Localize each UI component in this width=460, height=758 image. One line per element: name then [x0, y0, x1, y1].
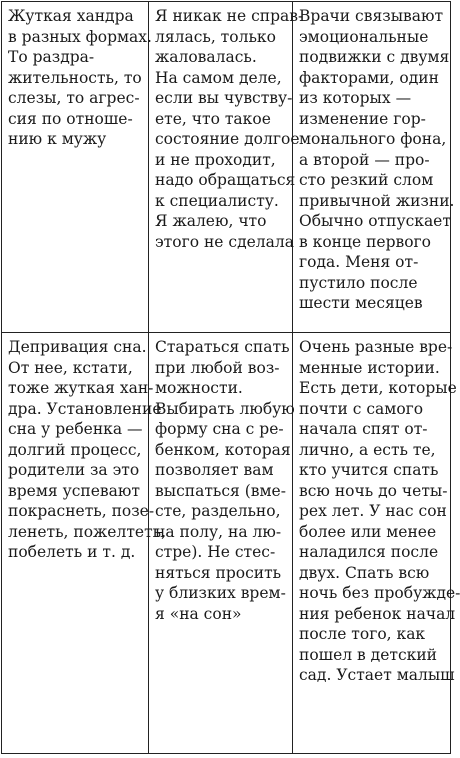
cell-text-line: долгий процесс,: [8, 440, 142, 459]
cell-text-line: на полу, на лю-: [155, 522, 282, 541]
table-row: [2, 333, 451, 754]
cell-text-line: Есть дети, которые: [299, 379, 457, 397]
cell-text-line: привычной жизни.: [299, 191, 455, 210]
cell-text-line: эмоциональные: [299, 27, 429, 46]
cell-text-line: ете, что такое: [155, 109, 271, 128]
cell-text-line: почти с самого: [299, 399, 424, 418]
cell-text-line: позволяет вам: [155, 461, 274, 479]
cell-text-line: Я никак не справ-: [155, 7, 304, 25]
cell-text-line: слезы, то агрес-: [8, 89, 140, 107]
cell-text-line: сна у ребенка —: [8, 420, 143, 438]
cell-text-line: к специалисту.: [155, 191, 279, 210]
cell-text-line: изменение гор-: [299, 109, 426, 128]
cell-text-line: сте, раздельно,: [155, 502, 281, 520]
cell-text-line: года. Меня от-: [299, 253, 419, 271]
cell-text-line: время успевают: [8, 481, 140, 500]
cell-text-line: сто резкий слом: [299, 171, 434, 189]
cell-text-line: На самом деле,: [155, 68, 282, 87]
cell-text-line: Обычно отпускает: [299, 212, 451, 230]
table-cell-problem: [2, 333, 167, 754]
cell-text-line: пошел в детский: [299, 645, 437, 664]
cell-text-line: если вы чувству-: [155, 89, 293, 107]
cell-text-line: жаловалась.: [155, 48, 257, 66]
cell-text-line: покраснеть, позе-: [8, 502, 155, 520]
cell-text-line: Депривация сна.: [8, 338, 147, 356]
cell-text-line: менные истории.: [299, 358, 440, 377]
table-cell-advice: [149, 333, 293, 754]
cell-text-line: бенком, которая: [155, 440, 291, 459]
cell-text-line: няться просить: [155, 563, 282, 582]
cell-text-line: лично, а есть те,: [299, 440, 436, 459]
cell-text-line: ния ребенок начал: [299, 604, 456, 623]
cell-text-line: монального фона,: [299, 130, 447, 148]
cell-text-line: То раздра-: [8, 48, 95, 66]
cell-text-line: в конце первого: [299, 232, 432, 251]
cell-text-line: у близких врем-: [155, 584, 286, 602]
table-row: [2, 2, 451, 333]
table-cell-advice: [149, 2, 304, 333]
cell-text-line: родители за это: [8, 461, 140, 479]
cell-text-line: Врачи связывают: [299, 7, 444, 25]
cell-text-line: в разных формах.: [8, 27, 152, 46]
cell-text-line: начала спят от-: [299, 420, 428, 438]
table-cell-experience: [293, 333, 460, 754]
cell-text-line: после того, как: [299, 625, 426, 643]
table-cell-experience: [293, 2, 455, 333]
cell-text-line: сад. Устает малыш: [299, 666, 455, 684]
cell-text-line: состояние долгое: [155, 130, 300, 148]
cell-text-line: из которых —: [299, 89, 412, 107]
cell-text-line: при любой воз-: [155, 358, 280, 377]
cell-text-line: ночь без пробужде-: [299, 584, 460, 602]
cell-text-line: Выбирать любую: [155, 399, 295, 418]
cell-text-line: всю ночь до четы-: [299, 481, 448, 500]
cell-text-line: побелеть и т. д.: [8, 543, 136, 561]
cell-text-line: тоже жуткая хан-: [8, 379, 154, 397]
cell-text-line: От нее, кстати,: [8, 358, 133, 377]
cell-text-line: Очень разные вре-: [299, 338, 453, 356]
cell-text-line: Стараться спать: [155, 338, 290, 356]
cell-text-line: форму сна с ре-: [155, 420, 284, 438]
cell-text-line: я «на сон»: [155, 604, 242, 623]
cell-text-line: выспаться (вме-: [155, 481, 286, 500]
cell-text-line: двух. Спать всю: [299, 563, 430, 582]
cell-text-line: можности.: [155, 379, 243, 397]
cell-text-line: а второй — про-: [299, 150, 430, 169]
cell-text-line: ленеть, пожелтеть,: [8, 522, 167, 541]
comparison-table: [1, 1, 460, 754]
table-cell-problem: [2, 2, 152, 333]
cell-text-line: дра. Установление: [8, 399, 162, 418]
cell-text-line: факторами, один: [299, 68, 439, 87]
cell-text-line: нию к мужу: [8, 130, 107, 148]
cell-text-line: этого не сделала: [155, 232, 294, 251]
cell-text-line: более или менее: [299, 522, 437, 541]
cell-text-line: стре). Не стес-: [155, 543, 276, 561]
cell-text-line: сия по отноше-: [8, 109, 133, 128]
cell-text-line: и не проходит,: [155, 150, 276, 169]
cell-text-line: кто учится спать: [299, 461, 439, 479]
cell-text-line: жительность, то: [8, 68, 142, 87]
cell-text-line: надо обращаться: [155, 171, 296, 189]
cell-text-line: шести месяцев: [299, 294, 423, 312]
cell-text-line: рех лет. У нас сон: [299, 502, 447, 520]
cell-text-line: Жуткая хандра: [8, 7, 134, 25]
cell-text-line: наладился после: [299, 543, 439, 561]
cell-text-line: пустило после: [299, 273, 418, 292]
cell-text-line: лялась, только: [155, 27, 276, 46]
cell-text-line: Я жалею, что: [155, 212, 267, 230]
cell-text-line: подвижки с двумя: [299, 48, 450, 66]
